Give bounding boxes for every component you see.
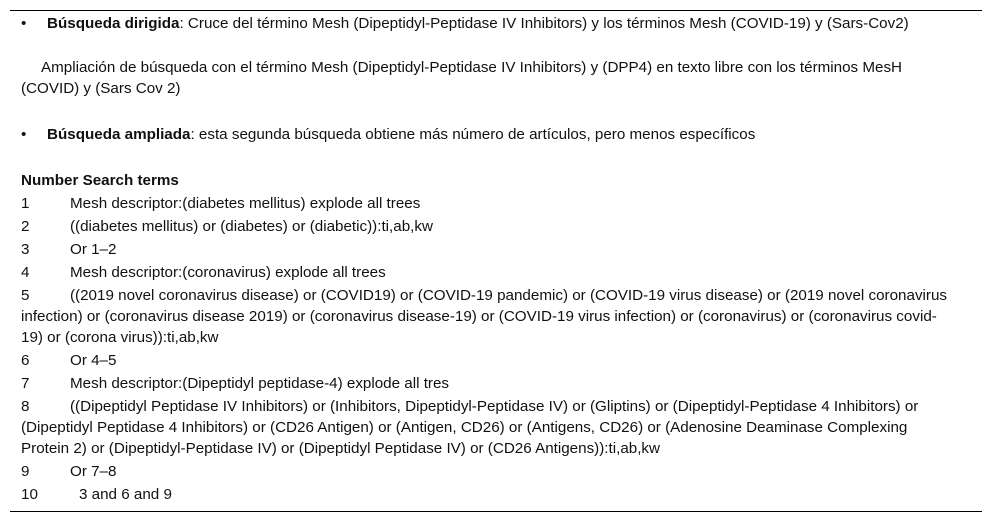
table-row — [21, 396, 956, 459]
directed-search-text: : Cruce del término Mesh (Dipeptidyl-Peptidase IV Inhibitors) y los términos Mesh (COVID-19) y (Sars-Cov2) — [179, 15, 909, 32]
row-term: Mesh descriptor:(Dipeptidyl peptidase-4) explode all tres — [70, 375, 450, 392]
row-number: 8 — [21, 398, 30, 415]
table-row — [21, 262, 956, 283]
table-row — [21, 484, 956, 505]
row-number: 1 — [21, 195, 30, 212]
bullet-icon: • — [21, 15, 27, 32]
row-term: 3 and 6 and 9 — [79, 486, 172, 503]
row-number: 7 — [21, 375, 30, 392]
extended-search-paragraph — [21, 124, 956, 145]
row-term: ((Dipeptidyl Peptidase IV Inhibitors) or (Inhibitors, Dipeptidyl-Peptidase IV) or (Gliptins) or (Dipeptidyl-Peptidase 4 Inhibitors) or (Dipeptidyl Peptidase 4 Inhibitors) or (CD26 Antigen) or (Antigen, CD26) or (Antigens, CD26) or (Adenosine Deaminase Complexing Protein 2) or (Dipeptidyl-Peptidase IV) or (Dipeptidyl Peptidase IV) or (CD26 Antigens)):ti,ab,kw — [21, 398, 919, 457]
row-number: 5 — [21, 287, 30, 304]
extended-search-text: : esta segunda búsqueda obtiene más número de artículos, pero menos específicos — [190, 126, 756, 143]
row-number: 10 — [21, 486, 38, 503]
row-term: Mesh descriptor:(coronavirus) explode all trees — [70, 264, 386, 281]
table-row — [21, 461, 956, 482]
row-number: 4 — [21, 264, 30, 281]
bullet-icon: • — [21, 126, 27, 143]
table-row — [21, 216, 956, 237]
table-header: Number Search terms — [21, 172, 179, 189]
directed-search-label: Búsqueda dirigida — [47, 15, 180, 32]
row-term: Or 1–2 — [70, 241, 117, 258]
table-row — [21, 193, 956, 214]
table-row — [21, 373, 956, 394]
row-number: 2 — [21, 218, 30, 235]
directed-search-extension: Ampliación de búsqueda con el término Mesh (Dipeptidyl-Peptidase IV Inhibitors) y (DPP4) en texto libre con los términos MesH (COVID) y (Sars Cov 2) — [21, 59, 903, 97]
row-number: 6 — [21, 352, 30, 369]
row-term: Mesh descriptor:(diabetes mellitus) explode all trees — [70, 195, 421, 212]
row-number: 9 — [21, 463, 30, 480]
table-row — [21, 285, 956, 348]
table-row — [21, 350, 956, 371]
row-term: Or 4–5 — [70, 352, 117, 369]
table-row — [21, 239, 956, 260]
row-term: ((diabetes mellitus) or (diabetes) or (diabetic)):ti,ab,kw — [70, 218, 433, 235]
row-number: 3 — [21, 241, 30, 258]
row-term: Or 7–8 — [70, 463, 117, 480]
row-term: ((2019 novel coronavirus disease) or (COVID19) or (COVID-19 pandemic) or (COVID-19 virus disease) or (2019 novel coronavirus infection) or (coronavirus disease 2019) or (coronavirus disease-19) or (COVID-19 virus infection) or (coronavirus) or (coronavirus covid-19) or (corona virus)):ti,ab,kw — [21, 287, 948, 346]
directed-search-paragraph — [21, 13, 956, 34]
extended-search-label: Búsqueda ampliada — [47, 126, 191, 143]
